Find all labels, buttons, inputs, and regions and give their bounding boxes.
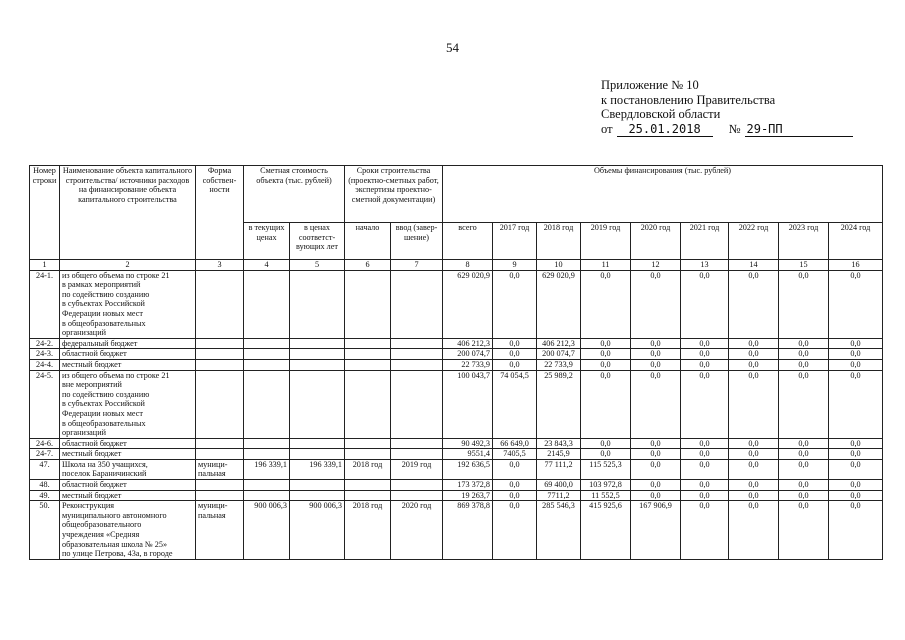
table-row — [30, 270, 883, 338]
row-number: 48. — [30, 480, 60, 491]
row-ownership — [196, 449, 244, 460]
row-number: 24-5. — [30, 370, 60, 438]
year-value: 69 400,0 — [537, 480, 581, 491]
year-value: 0,0 — [779, 459, 829, 479]
row-name — [60, 480, 196, 491]
year-value: 0,0 — [581, 338, 631, 349]
row-number: 24-3. — [30, 349, 60, 360]
row-name-line: областной бюджет — [62, 438, 127, 448]
estimate-current-value: 196 339,1 — [244, 459, 290, 479]
year-value: 2145,9 — [537, 449, 581, 460]
start-year-value — [345, 490, 391, 501]
row-ownership-line: пальная — [198, 510, 226, 520]
year-value: 0,0 — [631, 370, 681, 438]
row-name — [60, 459, 196, 479]
column-number: 13 — [681, 260, 729, 271]
row-name-line: областной бюджет — [62, 480, 127, 490]
total-value: 192 636,5 — [443, 459, 493, 479]
total-value: 200 074,7 — [443, 349, 493, 360]
end-year-value — [391, 270, 443, 338]
year-value: 0,0 — [681, 359, 729, 370]
row-number: 50. — [30, 501, 60, 560]
row-name-line: по содействию созданию — [62, 389, 150, 399]
estimate-adjusted-value — [290, 338, 345, 349]
year-value: 22 733,9 — [537, 359, 581, 370]
header-estimate-current: в текущих ценах — [244, 223, 290, 260]
column-number: 3 — [196, 260, 244, 271]
row-name-line: организаций — [62, 428, 106, 438]
year-value: 103 972,8 — [581, 480, 631, 491]
annex-from-label: от — [601, 121, 613, 136]
estimate-adjusted-value — [290, 438, 345, 449]
year-value: 0,0 — [681, 490, 729, 501]
annex-header — [601, 78, 853, 137]
table-row — [30, 501, 883, 560]
start-year-value — [345, 370, 391, 438]
row-ownership — [196, 490, 244, 501]
annex-date: 25.01.2018 — [617, 123, 713, 137]
header-year: 2017 год — [493, 223, 537, 260]
year-value: 0,0 — [729, 449, 779, 460]
column-number: 7 — [391, 260, 443, 271]
year-value: 0,0 — [729, 270, 779, 338]
estimate-current-value — [244, 359, 290, 370]
year-value: 0,0 — [581, 359, 631, 370]
table-row — [30, 480, 883, 491]
row-name-line: муниципального автономного — [62, 510, 167, 520]
table-row — [30, 490, 883, 501]
row-number: 24-7. — [30, 449, 60, 460]
year-value: 0,0 — [779, 370, 829, 438]
year-value: 200 074,7 — [537, 349, 581, 360]
year-value: 0,0 — [779, 480, 829, 491]
year-value: 0,0 — [631, 338, 681, 349]
column-number: 14 — [729, 260, 779, 271]
row-name-line: из общего объема по строке 21 — [62, 270, 170, 280]
estimate-current-value — [244, 490, 290, 501]
header-year: 2022 год — [729, 223, 779, 260]
year-value: 0,0 — [631, 349, 681, 360]
total-value: 406 212,3 — [443, 338, 493, 349]
estimate-adjusted-value — [290, 370, 345, 438]
row-ownership — [196, 370, 244, 438]
year-value: 0,0 — [729, 349, 779, 360]
header-ownership: Форма собствен-ности — [196, 166, 244, 260]
column-number: 2 — [60, 260, 196, 271]
row-name-line: поселок Бараничинский — [62, 469, 147, 479]
estimate-adjusted-value — [290, 449, 345, 460]
estimate-current-value — [244, 438, 290, 449]
column-number-row — [30, 260, 883, 271]
year-value: 0,0 — [631, 490, 681, 501]
total-value: 869 378,8 — [443, 501, 493, 560]
year-value: 0,0 — [829, 449, 883, 460]
header-year: 2024 год — [829, 223, 883, 260]
estimate-current-value — [244, 449, 290, 460]
year-value: 0,0 — [729, 459, 779, 479]
end-year-value — [391, 349, 443, 360]
year-value: 0,0 — [779, 359, 829, 370]
row-ownership — [196, 270, 244, 338]
row-name-line: Федерации новых мест — [62, 308, 143, 318]
row-name-line: в рамках мероприятий — [62, 280, 141, 290]
total-value: 22 733,9 — [443, 359, 493, 370]
header-terms-end: ввод (завер-шение) — [391, 223, 443, 260]
end-year-value: 2020 год — [391, 501, 443, 560]
row-name-line: Реконструкция — [62, 501, 115, 511]
header-year: 2019 год — [581, 223, 631, 260]
end-year-value — [391, 338, 443, 349]
row-name-line: местный бюджет — [62, 359, 122, 369]
year-value: 0,0 — [729, 480, 779, 491]
column-number: 8 — [443, 260, 493, 271]
year-value: 0,0 — [493, 490, 537, 501]
header-total: всего — [443, 223, 493, 260]
year-value: 115 525,3 — [581, 459, 631, 479]
estimate-current-value — [244, 338, 290, 349]
row-name-line: в общеобразовательных — [62, 318, 146, 328]
year-value: 0,0 — [493, 480, 537, 491]
year-value: 629 020,9 — [537, 270, 581, 338]
header-terms: Сроки строительства (проектно-сметных работ, экспертизы проектно-сметной документации) — [345, 166, 443, 223]
year-value: 0,0 — [631, 438, 681, 449]
end-year-value — [391, 449, 443, 460]
start-year-value — [345, 349, 391, 360]
header-year: 2023 год — [779, 223, 829, 260]
row-ownership — [196, 359, 244, 370]
year-value: 0,0 — [581, 449, 631, 460]
row-name — [60, 270, 196, 338]
year-value: 0,0 — [631, 459, 681, 479]
year-value: 0,0 — [493, 338, 537, 349]
column-number: 15 — [779, 260, 829, 271]
annex-date-line — [601, 122, 853, 137]
header-name: Наименование объекта капитального строительства/ источники расходов на финансирование объекта капитального строительства — [60, 166, 196, 260]
year-value: 7711,2 — [537, 490, 581, 501]
row-name-line: в общеобразовательных — [62, 418, 146, 428]
row-ownership — [196, 349, 244, 360]
row-number: 24-1. — [30, 270, 60, 338]
table-row — [30, 438, 883, 449]
annex-number: 29-ПП — [745, 123, 853, 137]
year-value: 11 552,5 — [581, 490, 631, 501]
year-value: 23 843,3 — [537, 438, 581, 449]
year-value: 0,0 — [581, 349, 631, 360]
row-name-line: по содействию созданию — [62, 289, 150, 299]
year-value: 66 649,0 — [493, 438, 537, 449]
year-value: 0,0 — [581, 270, 631, 338]
row-name — [60, 490, 196, 501]
year-value: 0,0 — [779, 449, 829, 460]
row-ownership-line: муници- — [198, 501, 228, 511]
start-year-value — [345, 359, 391, 370]
year-value: 0,0 — [729, 490, 779, 501]
financing-table — [29, 165, 883, 560]
row-ownership-line: пальная — [198, 469, 226, 479]
start-year-value: 2018 год — [345, 459, 391, 479]
column-number: 12 — [631, 260, 681, 271]
year-value: 0,0 — [681, 480, 729, 491]
estimate-adjusted-value — [290, 490, 345, 501]
year-value: 0,0 — [829, 438, 883, 449]
year-value: 0,0 — [829, 270, 883, 338]
end-year-value — [391, 359, 443, 370]
year-value: 0,0 — [493, 270, 537, 338]
year-value: 77 111,2 — [537, 459, 581, 479]
year-value: 0,0 — [493, 349, 537, 360]
estimate-current-value — [244, 349, 290, 360]
year-value: 0,0 — [493, 501, 537, 560]
year-value: 0,0 — [681, 370, 729, 438]
annex-number-label: № — [728, 121, 741, 136]
year-value: 167 906,9 — [631, 501, 681, 560]
row-name-line: областной бюджет — [62, 349, 127, 359]
year-value: 0,0 — [581, 370, 631, 438]
table-row — [30, 349, 883, 360]
year-value: 0,0 — [729, 501, 779, 560]
year-value: 0,0 — [681, 338, 729, 349]
header-funding: Объемы финансирования (тыс. рублей) — [443, 166, 883, 223]
table-row — [30, 338, 883, 349]
year-value: 0,0 — [581, 438, 631, 449]
estimate-current-value — [244, 480, 290, 491]
row-name — [60, 338, 196, 349]
row-number: 24-2. — [30, 338, 60, 349]
year-value: 0,0 — [829, 349, 883, 360]
total-value: 629 020,9 — [443, 270, 493, 338]
row-name-line: учреждения «Средняя — [62, 530, 140, 540]
year-value: 0,0 — [631, 270, 681, 338]
year-value: 406 212,3 — [537, 338, 581, 349]
year-value: 0,0 — [829, 359, 883, 370]
total-value: 19 263,7 — [443, 490, 493, 501]
start-year-value — [345, 338, 391, 349]
year-value: 0,0 — [779, 438, 829, 449]
total-value: 173 372,8 — [443, 480, 493, 491]
start-year-value — [345, 449, 391, 460]
row-name-line: образовательная школа № 25» — [62, 539, 168, 549]
year-value: 0,0 — [631, 359, 681, 370]
year-value: 0,0 — [729, 359, 779, 370]
start-year-value: 2018 год — [345, 501, 391, 560]
row-name-line: Школа на 350 учащихся, — [62, 459, 148, 469]
annex-line-2: к постановлению Правительства — [601, 92, 776, 107]
column-number: 1 — [30, 260, 60, 271]
annex-line-3: Свердловской области — [601, 107, 721, 121]
year-value: 0,0 — [729, 370, 779, 438]
table-row — [30, 370, 883, 438]
end-year-value — [391, 438, 443, 449]
estimate-current-value: 900 006,3 — [244, 501, 290, 560]
row-name-line: общеобразовательного — [62, 520, 142, 530]
year-value: 0,0 — [829, 370, 883, 438]
row-name — [60, 501, 196, 560]
column-number: 4 — [244, 260, 290, 271]
estimate-adjusted-value — [290, 349, 345, 360]
row-name — [60, 349, 196, 360]
end-year-value: 2019 год — [391, 459, 443, 479]
header-year: 2018 год — [537, 223, 581, 260]
row-ownership — [196, 480, 244, 491]
column-number: 5 — [290, 260, 345, 271]
row-name — [60, 438, 196, 449]
header-year: 2021 год — [681, 223, 729, 260]
year-value: 285 546,3 — [537, 501, 581, 560]
year-value: 0,0 — [729, 338, 779, 349]
start-year-value — [345, 270, 391, 338]
end-year-value — [391, 370, 443, 438]
row-name-line: по улице Петрова, 43а, в городе — [62, 549, 173, 559]
row-ownership — [196, 459, 244, 479]
header-estimate: Сметная стоимость объекта (тыс. рублей) — [244, 166, 345, 223]
year-value: 0,0 — [829, 490, 883, 501]
year-value: 0,0 — [779, 349, 829, 360]
header-terms-start: начало — [345, 223, 391, 260]
row-ownership — [196, 438, 244, 449]
year-value: 0,0 — [779, 490, 829, 501]
year-value: 0,0 — [829, 501, 883, 560]
year-value: 0,0 — [631, 480, 681, 491]
column-number: 16 — [829, 260, 883, 271]
estimate-adjusted-value — [290, 270, 345, 338]
year-value: 0,0 — [681, 501, 729, 560]
row-number: 24-6. — [30, 438, 60, 449]
row-name — [60, 359, 196, 370]
header-estimate-adjusted: в ценах соответст-вующих лет — [290, 223, 345, 260]
row-name-line: местный бюджет — [62, 490, 122, 500]
year-value: 0,0 — [493, 359, 537, 370]
start-year-value — [345, 438, 391, 449]
page-number: 54 — [446, 40, 459, 55]
start-year-value — [345, 480, 391, 491]
end-year-value — [391, 490, 443, 501]
total-value: 90 492,3 — [443, 438, 493, 449]
row-name — [60, 370, 196, 438]
column-number: 11 — [581, 260, 631, 271]
year-value: 0,0 — [681, 438, 729, 449]
row-name — [60, 449, 196, 460]
table-row — [30, 459, 883, 479]
year-value: 0,0 — [779, 338, 829, 349]
estimate-adjusted-value: 196 339,1 — [290, 459, 345, 479]
year-value: 0,0 — [829, 480, 883, 491]
year-value: 415 925,6 — [581, 501, 631, 560]
row-ownership — [196, 501, 244, 560]
row-number: 47. — [30, 459, 60, 479]
year-value: 0,0 — [729, 438, 779, 449]
row-number: 24-4. — [30, 359, 60, 370]
table-row — [30, 449, 883, 460]
table-header-row-1 — [30, 166, 883, 223]
column-number: 10 — [537, 260, 581, 271]
row-ownership — [196, 338, 244, 349]
year-value: 0,0 — [493, 459, 537, 479]
year-value: 0,0 — [681, 459, 729, 479]
estimate-adjusted-value — [290, 480, 345, 491]
row-name-line: из общего объема по строке 21 — [62, 370, 170, 380]
estimate-adjusted-value: 900 006,3 — [290, 501, 345, 560]
year-value: 25 989,2 — [537, 370, 581, 438]
row-name-line: в субъектах Российской — [62, 299, 145, 309]
table-row — [30, 359, 883, 370]
row-ownership-line: муници- — [198, 459, 228, 469]
year-value: 74 054,5 — [493, 370, 537, 438]
year-value: 7405,5 — [493, 449, 537, 460]
column-number: 9 — [493, 260, 537, 271]
row-number: 49. — [30, 490, 60, 501]
year-value: 0,0 — [779, 270, 829, 338]
row-name-line: местный бюджет — [62, 449, 122, 459]
row-name-line: Федерации новых мест — [62, 408, 143, 418]
row-name-line: федеральный бюджет — [62, 338, 138, 348]
year-value: 0,0 — [829, 459, 883, 479]
annex-title: Приложение № 10 — [601, 78, 699, 92]
header-year: 2020 год — [631, 223, 681, 260]
year-value: 0,0 — [681, 349, 729, 360]
row-name-line: организаций — [62, 328, 106, 338]
total-value: 9551,4 — [443, 449, 493, 460]
year-value: 0,0 — [829, 338, 883, 349]
estimate-adjusted-value — [290, 359, 345, 370]
column-number: 6 — [345, 260, 391, 271]
year-value: 0,0 — [681, 270, 729, 338]
year-value: 0,0 — [681, 449, 729, 460]
row-name-line: в субъектах Российской — [62, 399, 145, 409]
estimate-current-value — [244, 370, 290, 438]
header-row-no: Номер строки — [30, 166, 60, 260]
total-value: 100 043,7 — [443, 370, 493, 438]
year-value: 0,0 — [779, 501, 829, 560]
estimate-current-value — [244, 270, 290, 338]
end-year-value — [391, 480, 443, 491]
year-value: 0,0 — [631, 449, 681, 460]
row-name-line: вне мероприятий — [62, 380, 122, 390]
